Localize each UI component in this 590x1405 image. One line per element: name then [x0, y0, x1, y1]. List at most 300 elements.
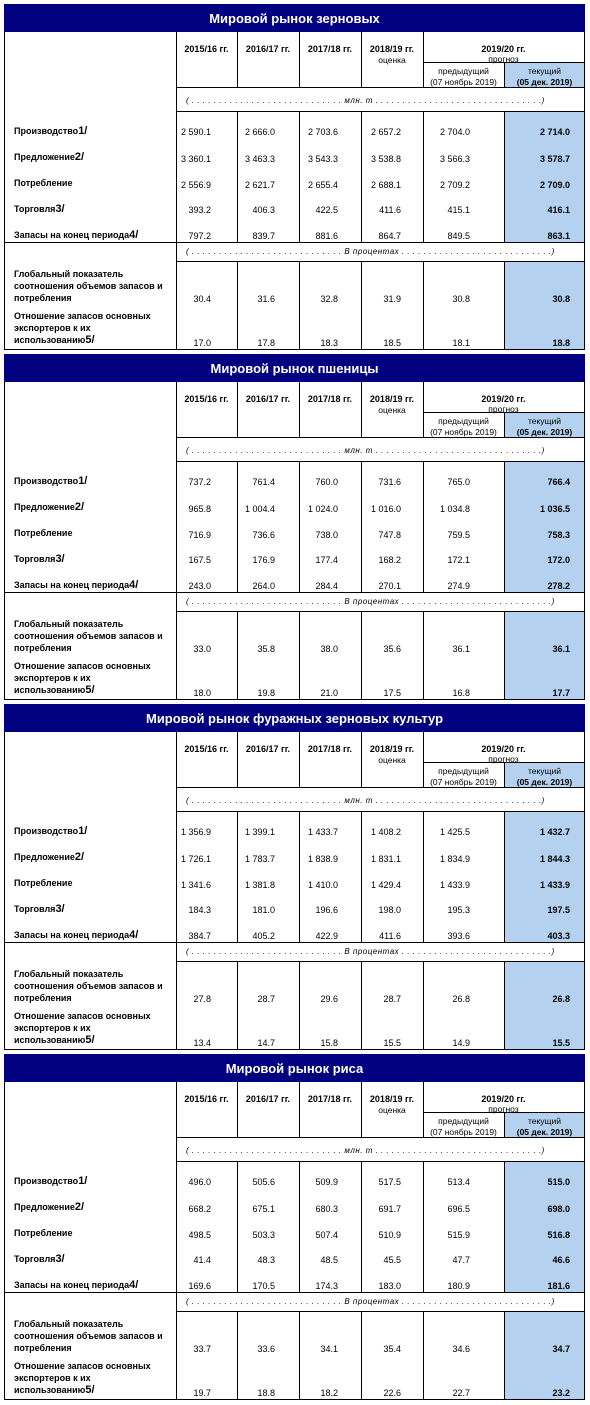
column-divider [237, 611, 238, 700]
market-table-2 [4, 354, 585, 700]
value-cell: 172.1 [447, 555, 470, 565]
table-title: Мировой рынок пшеницы [4, 354, 585, 382]
unit-label-pct: ( . . . . . . . . . . . . . . . . . . . . . . . . . . . . В процентах . . . . . . . . . . . . . . . . . . . . . . . . . . . .) [186, 1297, 555, 1306]
value-cell: 1 034.8 [439, 504, 470, 514]
header-divider [176, 437, 584, 438]
footnote-marker: 5/ [85, 334, 95, 346]
value-cell: 507.4 [315, 1230, 338, 1240]
value-cell: 515.9 [447, 1230, 470, 1240]
year-header: 2017/18 гг. [307, 744, 353, 754]
row-label-text: Предложение [14, 152, 75, 162]
footnote-marker: 4/ [129, 1279, 139, 1291]
market-table-4 [4, 1054, 585, 1400]
header-divider [176, 1137, 584, 1138]
column-divider [176, 382, 177, 437]
column-divider [176, 1311, 177, 1400]
row-label-exporters [14, 310, 164, 346]
value-cell: 716.9 [188, 530, 211, 540]
value-cell: 1 341.6 [180, 880, 211, 890]
value-cell: 33.0 [193, 644, 211, 654]
value-cell: 668.2 [188, 1204, 211, 1214]
value-cell: 738.0 [315, 530, 338, 540]
year-header: 2015/16 гг. [184, 44, 229, 54]
row-label-supply [14, 151, 84, 163]
current-value-cell: 1 036.5 [539, 504, 570, 514]
value-cell: 177.4 [315, 555, 338, 565]
column-divider [504, 111, 505, 242]
value-cell: 27.8 [193, 994, 211, 1004]
forecast-label: прогноз [488, 404, 519, 414]
value-cell: 1 016.0 [370, 504, 401, 514]
current-value-cell: 3 578.7 [539, 154, 570, 164]
current-date: (05 дек. 2019) [516, 77, 573, 87]
row-label-text: Отношение запасов основных экспортеров к их использованию [14, 1361, 151, 1395]
value-cell: 1 425.5 [439, 827, 470, 837]
value-cell: 2 621.7 [244, 180, 275, 190]
column-divider [423, 261, 424, 350]
row-label-text: Предложение [14, 1202, 75, 1212]
column-divider [237, 261, 238, 350]
value-cell: 18.3 [320, 338, 338, 348]
current-date: (05 дек. 2019) [516, 777, 573, 787]
value-cell: 691.7 [378, 1204, 401, 1214]
row-label-supply [14, 501, 84, 513]
current-value-cell: 2 714.0 [539, 127, 570, 137]
footnote-marker: 2/ [74, 851, 85, 863]
row-label-text: Отношение запасов основных экспортеров к их использованию [14, 311, 151, 345]
row-label-stocks [14, 229, 138, 241]
footnote-marker: 5/ [85, 1034, 95, 1046]
footnote-marker: 3/ [55, 1253, 65, 1265]
current-label: текущий [527, 1116, 562, 1126]
row-label-text: Торговля [14, 554, 56, 564]
column-divider [361, 961, 362, 1050]
current-value-cell: 863.1 [547, 231, 570, 241]
table-title: Мировой рынок риса [4, 1054, 585, 1082]
value-cell: 3 566.3 [439, 154, 470, 164]
value-cell: 415.1 [447, 205, 470, 215]
value-cell: 19.8 [257, 688, 275, 698]
footnote-marker: 2/ [74, 501, 85, 513]
current-value-cell: 2 709.0 [539, 180, 570, 190]
unit-label-mt: ( . . . . . . . . . . . . . . . . . . . . . . . . . . . . млн. т . . . . . . . . . . . . . . . . . . . . . . . . . . . . . . .) [186, 1146, 545, 1155]
row-label-supply [14, 851, 84, 863]
year-header: 2018/19 гг. [369, 1094, 415, 1104]
previous-date: (07 ноябрь 2019) [430, 77, 497, 87]
value-cell: 264.0 [252, 581, 275, 591]
year-header: 2018/19 гг. [369, 44, 415, 54]
column-divider [176, 1292, 177, 1311]
previous-label: предыдущий [438, 766, 489, 776]
forecast-year-header: 2019/20 гг. [481, 394, 526, 404]
row-label-consumption [14, 528, 72, 538]
forecast-year-header: 2019/20 гг. [481, 1094, 526, 1104]
value-cell: 731.6 [378, 477, 401, 487]
block-divider [4, 1292, 585, 1293]
row-label-production [14, 1175, 87, 1187]
value-cell: 411.6 [379, 205, 401, 215]
column-divider [504, 961, 505, 1050]
year-header: 2016/17 гг. [245, 394, 291, 404]
current-value-cell: 766.4 [547, 477, 570, 487]
value-cell: 31.9 [383, 294, 401, 304]
block-divider [4, 242, 585, 243]
value-cell: 696.5 [447, 1204, 470, 1214]
value-cell: 747.8 [378, 530, 401, 540]
value-cell: 30.4 [193, 294, 211, 304]
column-divider [423, 961, 424, 1050]
value-cell: 184.3 [188, 905, 211, 915]
current-value-cell: 416.1 [547, 205, 570, 215]
current-value-cell: 36.1 [552, 644, 570, 654]
year-header: 2018/19 гг. [369, 744, 415, 754]
column-divider [176, 87, 177, 111]
value-cell: 36.1 [452, 644, 470, 654]
row-label-text: Запасы на конец периода [14, 580, 130, 590]
current-value-cell: 34.7 [552, 1344, 570, 1354]
value-cell: 26.8 [452, 994, 470, 1004]
footnote-marker: 4/ [129, 579, 139, 591]
value-cell: 422.5 [315, 205, 338, 215]
market-table-1 [4, 4, 585, 350]
value-cell: 2 666.0 [244, 127, 275, 137]
forecast-label: прогноз [488, 754, 519, 764]
value-cell: 19.7 [193, 1388, 211, 1398]
value-cell: 168.2 [378, 555, 401, 565]
value-cell: 864.7 [378, 231, 401, 241]
row-label-consumption [14, 1228, 72, 1238]
current-value-cell: 278.2 [547, 581, 570, 591]
value-cell: 270.1 [378, 581, 401, 591]
value-cell: 737.2 [188, 477, 211, 487]
row-label-text: Производство [14, 1176, 79, 1186]
column-divider [176, 961, 177, 1050]
row-label-stocks [14, 579, 138, 591]
current-value-cell: 403.3 [547, 931, 570, 941]
column-divider [299, 382, 300, 437]
value-cell: 18.1 [452, 338, 470, 348]
value-cell: 680.3 [315, 1204, 338, 1214]
unit-label-mt: ( . . . . . . . . . . . . . . . . . . . . . . . . . . . . млн. т . . . . . . . . . . . . . . . . . . . . . . . . . . . . . . .) [186, 796, 545, 805]
value-cell: 284.4 [315, 581, 338, 591]
value-cell: 513.4 [447, 1177, 470, 1187]
current-value-cell: 698.0 [547, 1204, 570, 1214]
value-cell: 48.3 [257, 1255, 275, 1265]
value-cell: 14.9 [452, 1038, 470, 1048]
value-cell: 797.2 [188, 231, 211, 241]
estimate-label: оценка [378, 55, 406, 65]
current-value-cell: 18.8 [552, 338, 570, 348]
row-label-text: Запасы на конец периода [14, 930, 130, 940]
value-cell: 38.0 [320, 644, 338, 654]
value-cell: 32.8 [320, 294, 338, 304]
unit-label-pct: ( . . . . . . . . . . . . . . . . . . . . . . . . . . . . В процентах . . . . . . . . . . . . . . . . . . . . . . . . . . . .) [186, 597, 555, 606]
value-cell: 498.5 [188, 1230, 211, 1240]
column-divider [176, 261, 177, 350]
value-cell: 15.5 [383, 1038, 401, 1048]
current-label: текущий [527, 416, 562, 426]
unit-label-mt: ( . . . . . . . . . . . . . . . . . . . . . . . . . . . . млн. т . . . . . . . . . . . . . . . . . . . . . . . . . . . . . . .) [186, 96, 545, 105]
unit-label-mt: ( . . . . . . . . . . . . . . . . . . . . . . . . . . . . млн. т . . . . . . . . . . . . . . . . . . . . . . . . . . . . . . .) [186, 446, 545, 455]
year-header: 2017/18 гг. [307, 1094, 353, 1104]
row-label-text: Потребление [14, 178, 73, 188]
previous-label: предыдущий [438, 416, 489, 426]
value-cell: 31.6 [257, 294, 275, 304]
year-header: 2017/18 гг. [307, 394, 353, 404]
value-cell: 15.8 [320, 1038, 338, 1048]
column-divider [176, 787, 177, 811]
value-cell: 18.0 [193, 688, 211, 698]
column-divider [176, 32, 177, 87]
value-cell: 22.6 [383, 1388, 401, 1398]
value-cell: 33.6 [257, 1344, 275, 1354]
row-label-text: Отношение запасов основных экспортеров к их использованию [14, 661, 151, 695]
current-date: (05 дек. 2019) [516, 1127, 573, 1137]
column-divider [504, 261, 505, 350]
forecast-label: прогноз [488, 54, 519, 64]
previous-date: (07 ноябрь 2019) [430, 427, 497, 437]
column-divider [237, 32, 238, 87]
value-cell: 406.3 [252, 205, 275, 215]
table-title: Мировой рынок зерновых [4, 4, 585, 32]
value-cell: 17.0 [193, 338, 211, 348]
block-divider [4, 942, 585, 943]
column-divider [299, 732, 300, 787]
footnote-marker: 5/ [85, 1384, 95, 1396]
row-label-consumption [14, 178, 72, 188]
value-cell: 181.0 [252, 905, 275, 915]
footnote-marker: 2/ [74, 1201, 85, 1213]
column-divider [299, 611, 300, 700]
value-cell: 1 410.0 [307, 880, 338, 890]
value-cell: 759.5 [447, 530, 470, 540]
value-cell: 3 538.8 [370, 154, 401, 164]
value-cell: 2 657.2 [370, 127, 401, 137]
value-cell: 16.8 [452, 688, 470, 698]
value-cell: 28.7 [383, 994, 401, 1004]
value-cell: 2 709.2 [439, 180, 470, 190]
current-value-cell: 172.0 [547, 555, 570, 565]
row-label-trade [14, 553, 65, 565]
header-divider [176, 787, 584, 788]
footnote-marker: 1/ [78, 825, 88, 837]
value-cell: 849.5 [447, 231, 470, 241]
row-label-production [14, 475, 87, 487]
column-divider [176, 611, 177, 700]
column-divider [237, 1082, 238, 1137]
value-cell: 180.9 [447, 1281, 470, 1291]
year-header: 2018/19 гг. [369, 394, 415, 404]
table-title: Мировой рынок фуражных зерновых культур [4, 704, 585, 732]
row-label-text: Запасы на конец периода [14, 230, 130, 240]
current-value-cell: 181.6 [547, 1281, 570, 1291]
current-value-cell: 1 844.3 [539, 854, 570, 864]
value-cell: 2 703.6 [307, 127, 338, 137]
footnote-marker: 3/ [55, 553, 65, 565]
previous-label: предыдущий [438, 1116, 489, 1126]
column-divider [504, 1161, 505, 1292]
value-cell: 496.0 [188, 1177, 211, 1187]
value-cell: 505.6 [252, 1177, 275, 1187]
current-value-cell: 15.5 [552, 1038, 570, 1048]
value-cell: 34.1 [320, 1344, 338, 1354]
value-cell: 509.9 [315, 1177, 338, 1187]
column-divider [176, 592, 177, 611]
column-divider [361, 1311, 362, 1400]
column-divider [361, 261, 362, 350]
estimate-label: оценка [378, 1105, 406, 1115]
value-cell: 14.7 [257, 1038, 275, 1048]
value-cell: 18.8 [257, 1388, 275, 1398]
row-label-global: Глобальный показатель соотношения объемов запасов и потребления [14, 619, 163, 653]
estimate-label: оценка [378, 755, 406, 765]
current-value-cell: 758.3 [547, 530, 570, 540]
footnote-marker: 5/ [85, 684, 95, 696]
forecast-year-header: 2019/20 гг. [481, 44, 526, 54]
row-label-text: Производство [14, 476, 79, 486]
year-header: 2015/16 гг. [184, 394, 229, 404]
row-label-text: Потребление [14, 878, 73, 888]
column-divider [299, 32, 300, 87]
previous-date: (07 ноябрь 2019) [430, 1127, 497, 1137]
value-cell: 384.7 [188, 931, 211, 941]
value-cell: 3 543.3 [307, 154, 338, 164]
value-cell: 510.9 [378, 1230, 401, 1240]
row-label-text: Отношение запасов основных экспортеров к их использованию [14, 1011, 151, 1045]
row-label-text: Производство [14, 826, 79, 836]
value-cell: 1 408.2 [370, 827, 401, 837]
row-label-stocks [14, 1279, 138, 1291]
current-value-cell: 515.0 [547, 1177, 570, 1187]
value-cell: 3 360.1 [180, 154, 211, 164]
value-cell: 17.5 [383, 688, 401, 698]
value-cell: 1 834.9 [439, 854, 470, 864]
block-divider [4, 592, 585, 593]
value-cell: 422.9 [315, 931, 338, 941]
value-cell: 1 381.8 [244, 880, 275, 890]
value-cell: 35.8 [257, 644, 275, 654]
value-cell: 169.6 [188, 1281, 211, 1291]
value-cell: 28.7 [257, 994, 275, 1004]
current-date: (05 дек. 2019) [516, 427, 573, 437]
row-label-text: Запасы на конец периода [14, 1280, 130, 1290]
value-cell: 45.5 [383, 1255, 401, 1265]
value-cell: 48.5 [320, 1255, 338, 1265]
footnote-marker: 4/ [129, 229, 139, 241]
current-value-cell: 17.7 [552, 688, 570, 698]
current-label: текущий [527, 66, 562, 76]
current-label: текущий [527, 766, 562, 776]
unit-label-pct: ( . . . . . . . . . . . . . . . . . . . . . . . . . . . . В процентах . . . . . . . . . . . . . . . . . . . . . . . . . . . .) [186, 247, 555, 256]
row-label-global: Глобальный показатель соотношения объемов запасов и потребления [14, 1319, 163, 1353]
value-cell: 183.0 [378, 1281, 401, 1291]
value-cell: 1 024.0 [307, 504, 338, 514]
value-cell: 34.6 [452, 1344, 470, 1354]
value-cell: 1 433.9 [439, 880, 470, 890]
value-cell: 2 655.4 [307, 180, 338, 190]
column-divider [423, 611, 424, 700]
row-label-trade [14, 203, 65, 215]
column-divider [504, 461, 505, 592]
year-header: 2016/17 гг. [245, 1094, 291, 1104]
row-label-trade [14, 1253, 65, 1265]
row-label-global: Глобальный показатель соотношения объемов запасов и потребления [14, 269, 163, 303]
value-cell: 29.6 [320, 994, 338, 1004]
value-cell: 2 556.9 [180, 180, 211, 190]
value-cell: 411.6 [379, 931, 401, 941]
current-value-cell: 30.8 [552, 294, 570, 304]
current-value-cell: 23.2 [552, 1388, 570, 1398]
header-divider [176, 87, 584, 88]
current-value-cell: 1 432.7 [539, 827, 570, 837]
column-divider [176, 242, 177, 261]
current-value-cell: 516.8 [547, 1230, 570, 1240]
column-divider [423, 1311, 424, 1400]
value-cell: 174.3 [315, 1281, 338, 1291]
footnote-marker: 3/ [55, 903, 65, 915]
year-header: 2015/16 гг. [184, 1094, 229, 1104]
current-value-cell: 26.8 [552, 994, 570, 1004]
value-cell: 18.2 [320, 1388, 338, 1398]
row-label-production [14, 125, 87, 137]
value-cell: 13.4 [193, 1038, 211, 1048]
column-divider [504, 1311, 505, 1400]
forecast-year-header: 2019/20 гг. [481, 744, 526, 754]
row-label-supply [14, 1201, 84, 1213]
column-divider [504, 811, 505, 942]
value-cell: 41.4 [193, 1255, 211, 1265]
row-label-consumption [14, 878, 72, 888]
column-divider [176, 1137, 177, 1161]
column-divider [299, 261, 300, 350]
footnote-marker: 1/ [78, 125, 88, 137]
column-divider [176, 942, 177, 961]
value-cell: 1 356.9 [180, 827, 211, 837]
column-divider [504, 611, 505, 700]
row-label-exporters [14, 660, 164, 696]
market-table-3 [4, 704, 585, 1050]
column-divider [237, 382, 238, 437]
value-cell: 1 429.4 [370, 880, 401, 890]
value-cell: 195.3 [447, 905, 470, 915]
column-divider [176, 732, 177, 787]
value-cell: 21.0 [320, 688, 338, 698]
column-divider [299, 961, 300, 1050]
value-cell: 1 831.1 [370, 854, 401, 864]
row-label-text: Предложение [14, 502, 75, 512]
value-cell: 35.6 [383, 644, 401, 654]
value-cell: 761.4 [252, 477, 275, 487]
row-label-trade [14, 903, 65, 915]
unit-label-pct: ( . . . . . . . . . . . . . . . . . . . . . . . . . . . . В процентах . . . . . . . . . . . . . . . . . . . . . . . . . . . .) [186, 947, 555, 956]
column-divider [237, 732, 238, 787]
previous-label: предыдущий [438, 66, 489, 76]
value-cell: 1 726.1 [180, 854, 211, 864]
footnote-marker: 4/ [129, 929, 139, 941]
column-divider [237, 1311, 238, 1400]
column-divider [176, 1082, 177, 1137]
value-cell: 517.5 [378, 1177, 401, 1187]
value-cell: 35.4 [383, 1344, 401, 1354]
current-value-cell: 1 433.9 [539, 880, 570, 890]
footnote-marker: 1/ [78, 1175, 88, 1187]
value-cell: 736.6 [252, 530, 275, 540]
value-cell: 18.5 [383, 338, 401, 348]
value-cell: 965.8 [188, 504, 211, 514]
value-cell: 33.7 [193, 1344, 211, 1354]
value-cell: 393.2 [188, 205, 211, 215]
value-cell: 17.8 [257, 338, 275, 348]
